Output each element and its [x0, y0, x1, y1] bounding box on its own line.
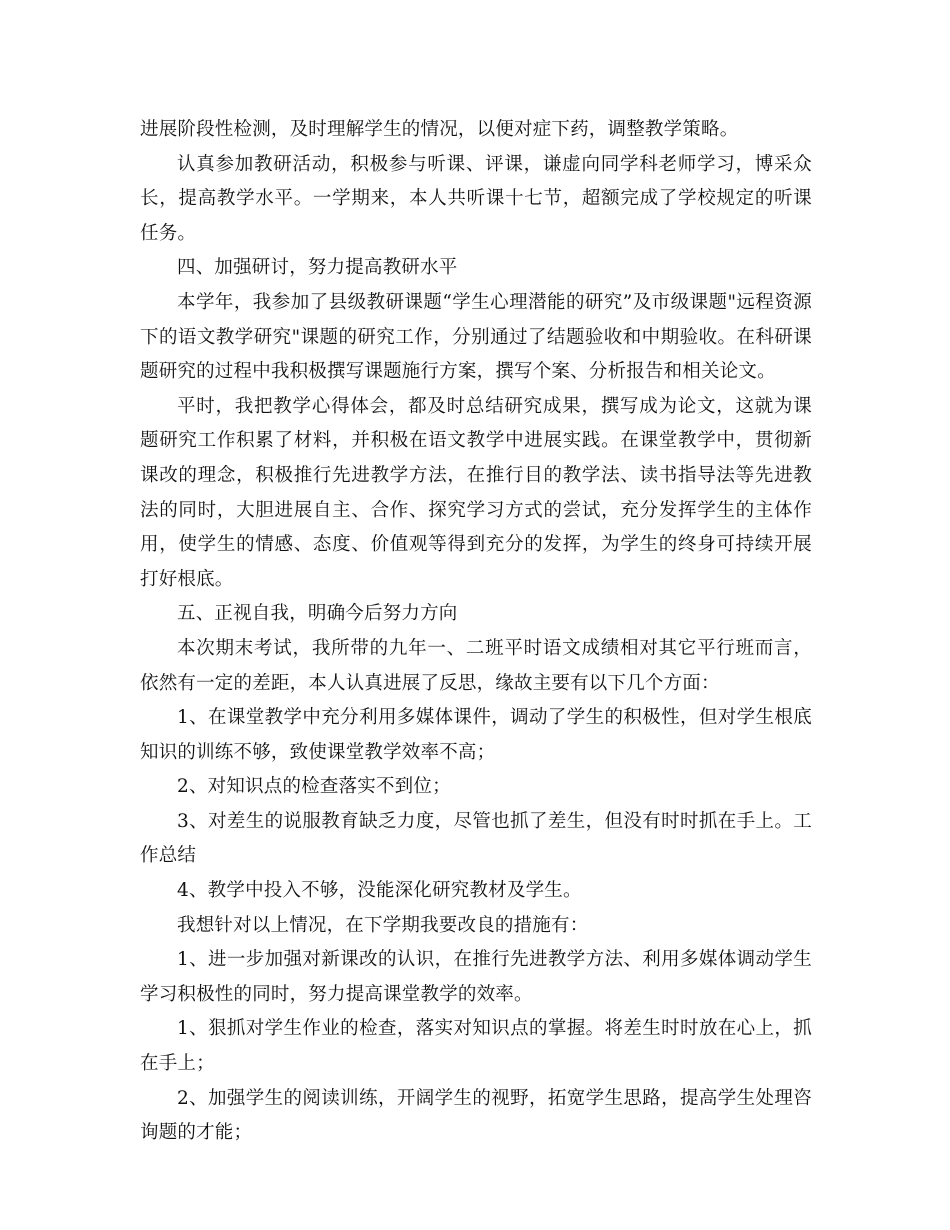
section-heading-5: 五、正视自我，明确今后努力方向 — [177, 603, 458, 625]
measure-item-2: 1、狠抓对学生作业的检查，落实对知识点的掌握。将差生时时放在心上，抓在手上； — [140, 1018, 812, 1075]
list-item-1: 1、在课堂教学中充分利用多媒体课件，调动了学生的积极性，但对学生根底知识的训练不够，致使课堂教学效率不高； — [140, 707, 812, 763]
paragraph-1: 进展阶段性检测，及时理解学生的情况，以便对症下药，调整教学策略。 — [140, 119, 739, 140]
paragraph-6: 我想针对以上情况，在下学期我要改良的措施有： — [177, 914, 589, 936]
list-item-2: 2、对知识点的检查落实不到位； — [177, 776, 451, 798]
measure-item-3: 2、加强学生的阅读训练，开阔学生的视野，拓宽学生思路，提高学生处理咨询题的才能； — [140, 1087, 812, 1144]
section-heading-4: 四、加强研讨，努力提高教研水平 — [177, 257, 458, 279]
paragraph-5: 本次期末考试，我所带的九年一、二班平时语文成绩相对其它平行班而言，依然有一定的差距，本人认真进展了反思，缘故主要有以下几个方面： — [140, 637, 812, 694]
measure-item-1: 1、进一步加强对新课改的认识，在推行先进教学方法、利用多媒体调动学生学习积极性的同时，努力提高课堂教学的效率。 — [140, 949, 812, 1005]
list-item-3: 3、对差生的说服教育缺乏力度，尽管也抓了差生，但没有时时抓在手上。工作总结 — [140, 810, 812, 867]
document-body — [140, 113, 812, 1151]
paragraph-2: 认真参加教研活动，积极参与听课、评课，谦虚向同学科老师学习，博采众长，提高教学水平。一学期来，本人共听课十七节，超额完成了学校规定的听课任务。 — [140, 153, 812, 244]
paragraph-3: 本学年，我参加了县级教研课题“学生心理潜能的研究”及市级课题"远程资源下的语文教学研究"课题的研究工作，分别通过了结题验收和中期验收。在科研课题研究的过程中我积极撰写课题施行方案，撰写个案、分析报告和相关论文。 — [140, 291, 812, 383]
paragraph-4: 平时，我把教学心得体会，都及时总结研究成果，撰写成为论文，这就为课题研究工作积累了材料，并积极在语文教学中进展实践。在课堂教学中，贯彻新课改的理念，积极推行先进教学方法，在推行目的教学法、读书指导法等先进教法的同时，大胆进展自主、合作、探究学习方式的尝试，充分发挥学生的主体作用，使学生的情感、态度、价值观等得到充分的发挥，为学生的终身可持续开展打好根底。 — [140, 395, 812, 590]
list-item-4: 4、教学中投入不够，没能深化研究教材及学生。 — [177, 880, 582, 902]
